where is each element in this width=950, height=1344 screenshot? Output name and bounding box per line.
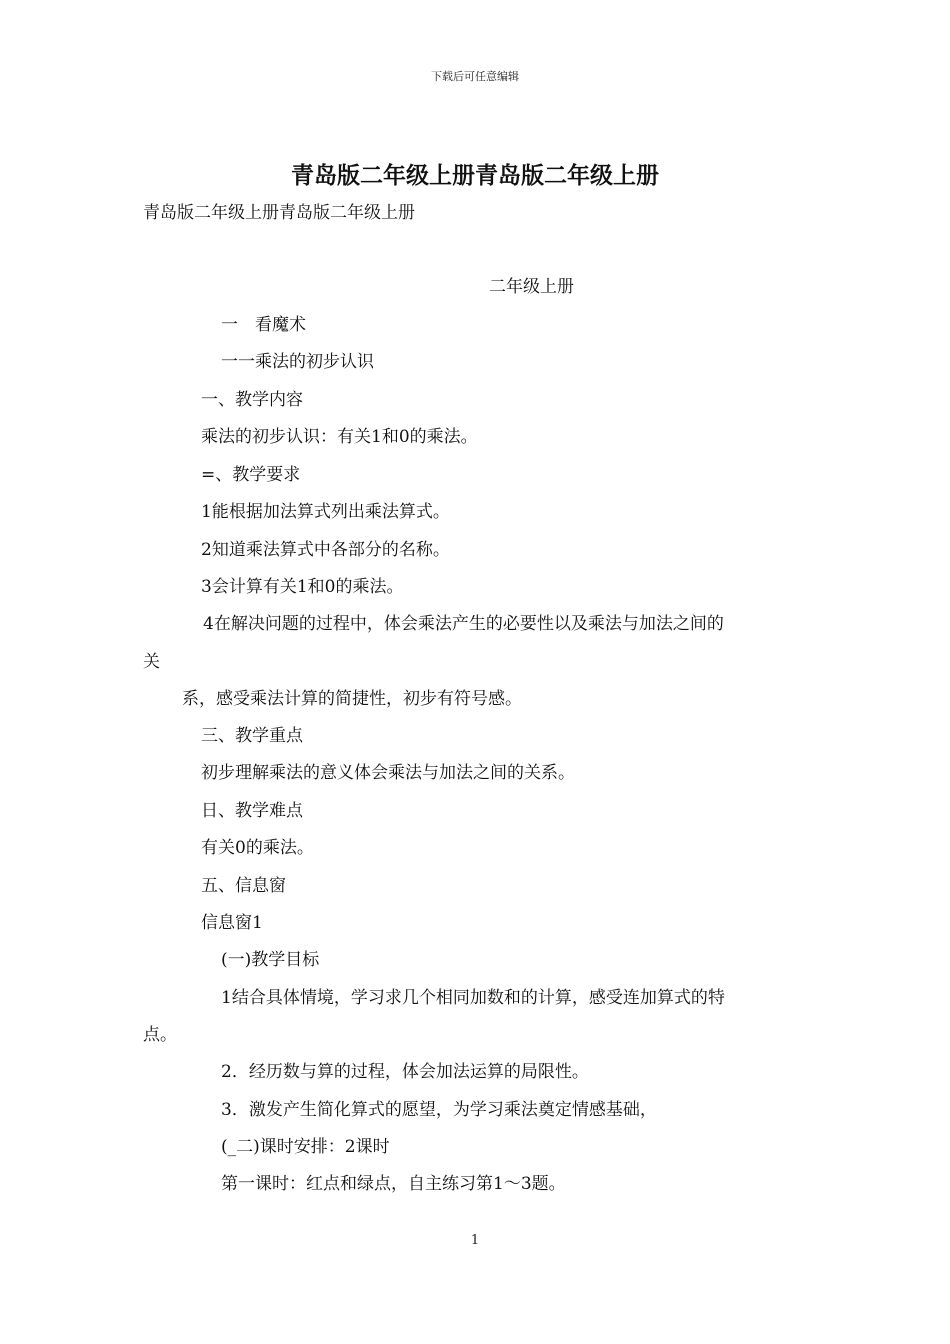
body-line: 日、教学难点 — [201, 801, 303, 821]
body-line: 系，感受乘法计算的简捷性，初步有符号感。 — [182, 689, 522, 709]
unit-heading: 一 看魔术 — [221, 315, 306, 335]
body-line: (一)教学目标 — [221, 950, 320, 970]
body-line: 点。 — [143, 1025, 177, 1045]
body-line: 2．经历数与算的过程，体会加法运算的局限性。 — [221, 1062, 589, 1082]
section-heading: 二年级上册 — [489, 277, 574, 297]
page-number: 1 — [470, 1233, 480, 1248]
body-line: 1结合具体情境，学习求几个相同加数和的计算，感受连加算式的特 — [221, 988, 725, 1008]
body-line: (_二)课时安排：2课时 — [221, 1137, 390, 1157]
body-line: 第一课时：红点和绿点，自主练习第1～3题。 — [221, 1174, 566, 1194]
body-line: 三、教学重点 — [201, 726, 303, 746]
lesson-heading: 一一乘法的初步认识 — [221, 352, 374, 372]
body-line: 2知道乘法算式中各部分的名称。 — [201, 540, 450, 560]
body-line: 初步理解乘法的意义体会乘法与加法之间的关系。 — [201, 763, 575, 783]
document-title: 青岛版二年级上册青岛版二年级上册 — [291, 162, 659, 189]
body-line: 信息窗1 — [201, 913, 263, 933]
body-line: 1能根据加法算式列出乘法算式。 — [201, 502, 450, 522]
body-line: 乘法的初步认识：有关1和0的乘法。 — [201, 427, 478, 447]
page-header-note: 下载后可任意编辑 — [431, 70, 519, 83]
body-line: 一、教学内容 — [201, 390, 303, 410]
body-line: 关 — [143, 652, 160, 672]
body-line: 3会计算有关1和0的乘法。 — [201, 577, 404, 597]
body-line: 3．激发产生简化算式的愿望，为学习乘法奠定情感基础， — [221, 1100, 657, 1120]
body-line: =、教学要求 — [201, 465, 301, 485]
body-line: 五、信息窗 — [201, 876, 286, 896]
body-line: 有关0的乘法。 — [201, 838, 314, 858]
subtitle-line: 青岛版二年级上册青岛版二年级上册 — [143, 203, 415, 223]
body-line: 4在解决问题的过程中，体会乘法产生的必要性以及乘法与加法之间的 — [203, 614, 724, 634]
